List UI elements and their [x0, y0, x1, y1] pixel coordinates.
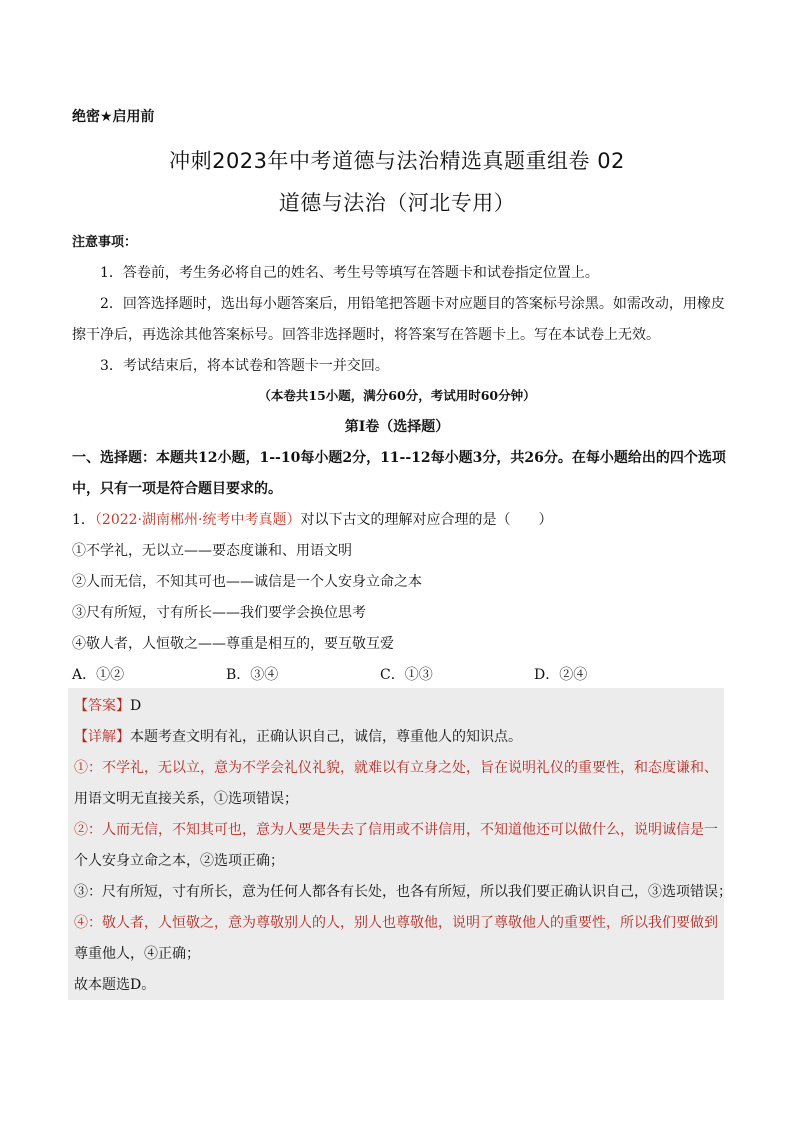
exam-info: （本卷共15小题，满分60分，考试用时60分钟）	[258, 388, 536, 403]
confidential-label: 绝密★启用前	[72, 109, 155, 125]
notice-item-3: 3．考试结束后，将本试卷和答题卡一并交回。	[100, 358, 389, 374]
conclusion-line: 故本题选D。	[74, 977, 156, 993]
statement-2: ②人而无信，不知其可也——诚信是一个人安身立命之本	[72, 574, 422, 590]
statement-4: ④敬人者，人恒敬之——尊重是相互的，要互敬互爱	[72, 636, 394, 652]
option-a: A．①②	[72, 667, 125, 683]
option-b: B．③④	[226, 667, 279, 683]
notice-item-2-cont: 擦干净后，再选涂其他答案标号。回答非选择题时，将答案写在答题卡上。写在本试卷上无效。	[72, 327, 660, 343]
detail-tag: 【详解】	[74, 729, 130, 745]
section-instruction-cont: 中，只有一项是符合题目要求的。	[72, 481, 282, 497]
answer-line	[74, 695, 141, 715]
explanation-line: 个人安身立命之本，②选项正确；	[74, 853, 284, 869]
statement-3: ③尺有所短，寸有所长——我们要学会换位思考	[72, 605, 366, 621]
question-source: （2022·湖南郴州·统考中考真题）	[94, 512, 301, 528]
option-c: C．①③	[380, 667, 433, 683]
explanation-line: ③：尺有所短，寸有所长，意为任何人都各有长处，也各有所短，所以我们要正确认识自己，③选项错误；	[74, 884, 732, 900]
notice-item-1: 1．答卷前，考生务必将自己的姓名、考生号等填写在答题卡和试卷指定位置上。	[100, 265, 599, 281]
answer-value: D	[130, 698, 142, 714]
section-title: 第Ⅰ卷（选择题）	[344, 419, 450, 435]
detail-text: 本题考查文明有礼，正确认识自己，诚信，尊重他人的知识点。	[130, 729, 522, 745]
explanation-line: ④：敬人者，人恒敬之，意为尊敬别人的人，别人也尊敬他，说明了尊敬他人的重要性，所以我们要做到	[74, 915, 718, 931]
question-1-stem	[72, 509, 552, 529]
answer-tag: 【答案】	[74, 698, 130, 714]
detail-line	[74, 726, 522, 746]
question-number: 1．	[72, 512, 95, 528]
explanation-line: 用语文明无直接关系，①选项错误；	[74, 791, 298, 807]
notice-heading: 注意事项：	[72, 235, 138, 250]
exam-subtitle: 道德与法治（河北专用）	[278, 191, 516, 215]
explanation-line: ②：人而无信，不知其可也，意为人要是失去了信用或不讲信用，不知道他还可以做什么，说明诚信是一	[74, 822, 718, 838]
statement-1: ①不学礼，无以立——要态度谦和、用语文明	[72, 543, 352, 559]
section-instruction: 一、选择题：本题共12小题，1--10每小题2分，11--12每小题3分，共26分。在每小题给出的四个选项	[72, 450, 726, 466]
exam-title: 冲刺2023年中考道德与法治精选真题重组卷 02	[169, 149, 625, 173]
explanation-line: ①：不学礼，无以立，意为不学会礼仪礼貌，就难以有立身之处，旨在说明礼仪的重要性，和态度谦和、	[74, 760, 718, 776]
question-text: 对以下古文的理解对应合理的是（ ）	[300, 512, 553, 528]
notice-item-2: 2．回答选择题时，选出每小题答案后，用铅笔把答题卡对应题目的答案标号涂黑。如需改动，用橡皮	[100, 296, 725, 312]
explanation-line: 尊重他人，④正确；	[74, 946, 200, 962]
option-d: D．②④	[534, 667, 588, 683]
